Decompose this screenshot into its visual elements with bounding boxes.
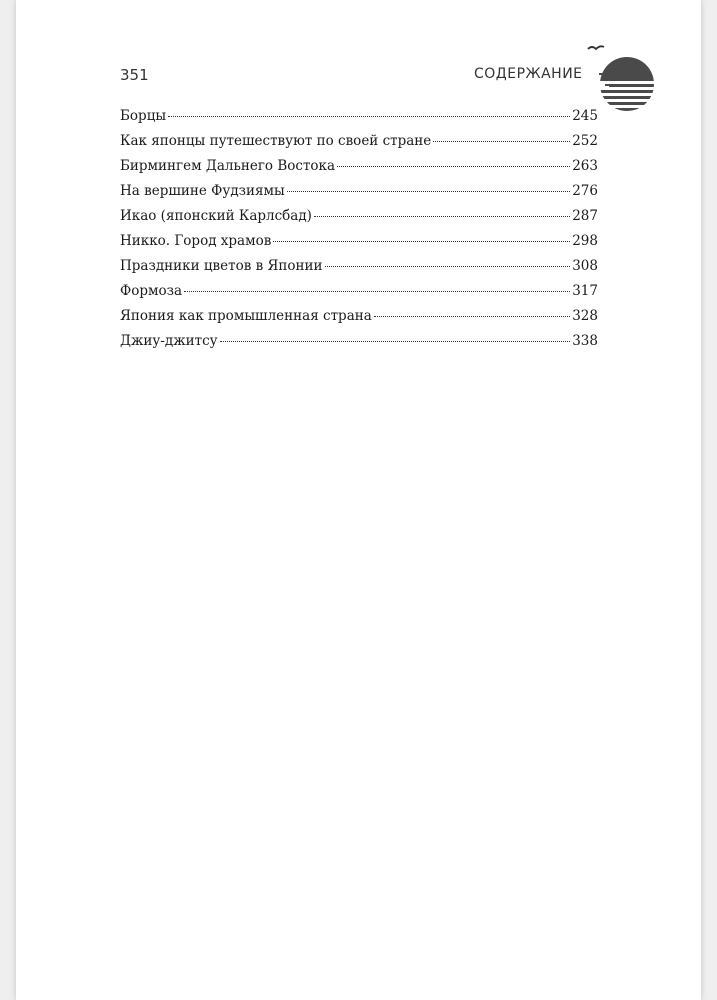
- dot-leader: [433, 141, 570, 142]
- toc-entry-title: На вершине Фудзиямы: [120, 183, 285, 199]
- toc-entry: [120, 108, 598, 133]
- toc-entry: [120, 283, 598, 308]
- toc-entry: [120, 158, 598, 183]
- toc-entry: [120, 308, 598, 333]
- toc-entry-title: Праздники цветов в Японии: [120, 258, 323, 274]
- toc-entry-page-number: 328: [572, 308, 598, 324]
- toc-entry-title: Япония как промышленная страна: [120, 308, 372, 324]
- dot-leader: [374, 316, 570, 317]
- dot-leader: [325, 266, 571, 267]
- dot-leader: [273, 241, 570, 242]
- toc-entry-page-number: 287: [572, 208, 598, 224]
- toc-entry: [120, 258, 598, 283]
- page-number: 351: [120, 66, 149, 84]
- toc-entry: [120, 183, 598, 208]
- toc-entry-title: Джиу-джитсу: [120, 333, 218, 349]
- dot-leader: [220, 341, 571, 342]
- toc-entry-page-number: 252: [572, 133, 598, 149]
- dot-leader: [314, 216, 570, 217]
- toc-entry: [120, 333, 598, 358]
- toc-entry-title: Бирмингем Дальнего Востока: [120, 158, 336, 174]
- toc-entry-page-number: 276: [572, 183, 598, 199]
- toc-entry: [120, 233, 598, 258]
- toc-entry-page-number: 298: [572, 233, 598, 249]
- toc-entry-page-number: 308: [572, 258, 598, 274]
- toc-entry-page-number: 317: [572, 283, 598, 299]
- toc-entry: [120, 208, 598, 233]
- toc-entry-title: Никко. Город храмов: [120, 233, 272, 249]
- book-page: [16, 0, 701, 1000]
- dot-leader: [168, 116, 570, 117]
- bird-icon: [588, 46, 604, 49]
- toc-entry-title: Борцы: [120, 108, 167, 124]
- toc-entry-page-number: 263: [572, 158, 598, 174]
- toc-entry-title: Как японцы путешествуют по своей стране: [120, 133, 432, 149]
- table-of-contents: [120, 108, 598, 358]
- dot-leader: [337, 166, 570, 167]
- toc-entry-page-number: 338: [572, 333, 598, 349]
- running-title: СОДЕРЖАНИЕ: [474, 66, 583, 82]
- dot-leader: [184, 291, 570, 292]
- toc-entry-title: Икао (японский Карлсбад): [120, 208, 312, 224]
- toc-entry-title: Формоза: [120, 283, 183, 299]
- toc-entry-page-number: 245: [572, 108, 598, 124]
- toc-entry: [120, 133, 598, 158]
- dot-leader: [287, 191, 570, 192]
